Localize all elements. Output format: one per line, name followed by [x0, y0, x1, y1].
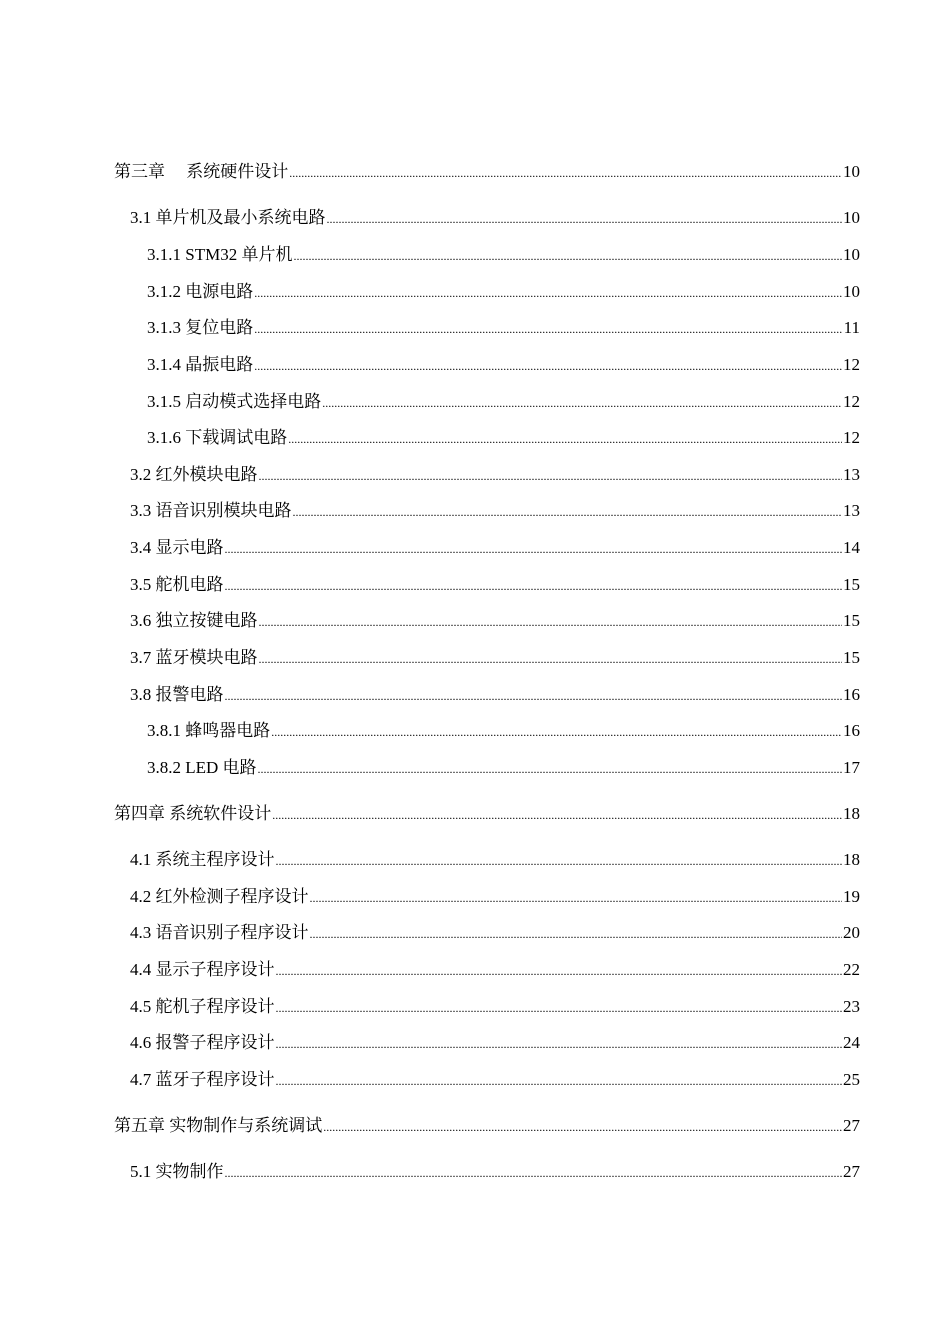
toc-dot-leader [225, 537, 843, 561]
toc-page-number: 19 [843, 887, 860, 906]
toc-page-number: 17 [843, 758, 860, 777]
toc-page-number: 27 [843, 1162, 860, 1181]
toc-entry[interactable] [114, 160, 860, 184]
toc-page-number: 12 [843, 428, 860, 447]
toc-entry[interactable] [130, 206, 860, 230]
toc-entry-title: 3.8.1 蜂鸣器电路 [147, 721, 271, 740]
toc-page-number: 12 [843, 355, 860, 374]
toc-entry[interactable] [147, 243, 860, 267]
toc-dot-leader [289, 161, 842, 185]
toc-entry[interactable] [147, 756, 860, 780]
toc-entry[interactable] [147, 426, 860, 450]
toc-entry-title: 3.2 红外模块电路 [130, 465, 258, 484]
toc-entry-title: 第五章 实物制作与系统调试 [114, 1116, 323, 1135]
toc-entry-title: 第三章 系统硬件设计 [114, 162, 289, 181]
toc-page-number: 10 [843, 245, 860, 264]
toc-dot-leader [310, 886, 843, 910]
toc-entry[interactable] [147, 390, 860, 414]
toc-page-number: 10 [843, 162, 860, 181]
toc-page-number: 14 [843, 538, 860, 557]
toc-entry[interactable] [130, 536, 860, 560]
toc-entry-title: 3.1.3 复位电路 [147, 318, 254, 337]
toc-dot-leader [258, 757, 842, 781]
toc-page-number: 23 [843, 997, 860, 1016]
toc-dot-leader [276, 959, 843, 983]
toc-dot-leader [225, 684, 843, 708]
toc-page-number: 16 [843, 721, 860, 740]
toc-page-number: 15 [843, 648, 860, 667]
toc-entry[interactable] [114, 1114, 860, 1138]
toc-page-number: 13 [843, 465, 860, 484]
toc-entry-title: 3.1.5 启动模式选择电路 [147, 392, 322, 411]
toc-entry[interactable] [130, 646, 860, 670]
toc-dot-leader [293, 244, 842, 268]
toc-entry-title: 3.6 独立按键电路 [130, 611, 258, 630]
toc-dot-leader [288, 427, 842, 451]
toc-page-number: 20 [843, 923, 860, 942]
toc-dot-leader [271, 720, 842, 744]
toc-entry[interactable] [130, 848, 860, 872]
toc-entry-title: 3.7 蓝牙模块电路 [130, 648, 258, 667]
toc-entry-title: 4.5 舵机子程序设计 [130, 997, 275, 1016]
toc-page-number: 25 [843, 1070, 860, 1089]
toc-dot-leader [254, 281, 842, 305]
toc-dot-leader [254, 354, 842, 378]
toc-dot-leader [327, 207, 843, 231]
toc-page-number: 10 [843, 208, 860, 227]
toc-page-number: 12 [843, 392, 860, 411]
toc-page-number: 10 [843, 282, 860, 301]
toc-page-number: 11 [843, 318, 860, 337]
toc-entry-title: 4.7 蓝牙子程序设计 [130, 1070, 275, 1089]
toc-entry-title: 4.1 系统主程序设计 [130, 850, 275, 869]
toc-entry-title: 4.4 显示子程序设计 [130, 960, 275, 979]
toc-dot-leader [276, 1032, 843, 1056]
toc-page-number: 18 [843, 850, 860, 869]
toc-page-number: 16 [843, 685, 860, 704]
toc-entry-title: 3.8 报警电路 [130, 685, 224, 704]
toc-dot-leader [259, 610, 843, 634]
toc-entry[interactable] [130, 885, 860, 909]
toc-dot-leader [276, 1069, 843, 1093]
toc-dot-leader [225, 1161, 843, 1185]
toc-entry[interactable] [147, 719, 860, 743]
toc-dot-leader [293, 500, 843, 524]
toc-dot-leader [259, 464, 843, 488]
toc-entry-title: 4.3 语音识别子程序设计 [130, 923, 309, 942]
toc-entry-title: 5.1 实物制作 [130, 1162, 224, 1181]
toc-entry[interactable] [147, 353, 860, 377]
toc-page-number: 15 [843, 611, 860, 630]
toc-entry[interactable] [130, 958, 860, 982]
toc-dot-leader [259, 647, 843, 671]
toc-entry-title: 4.6 报警子程序设计 [130, 1033, 275, 1052]
toc-entry[interactable] [114, 802, 860, 826]
toc-entry[interactable] [130, 1031, 860, 1055]
toc-entry[interactable] [147, 280, 860, 304]
toc-page-number: 24 [843, 1033, 860, 1052]
toc-entry-title: 3.8.2 LED 电路 [147, 758, 257, 777]
toc-entry-title: 3.5 舵机电路 [130, 575, 224, 594]
toc-entry[interactable] [130, 463, 860, 487]
toc-entry-title: 3.1.1 STM32 单片机 [147, 245, 293, 264]
toc-entry[interactable] [130, 573, 860, 597]
toc-page-number: 18 [843, 804, 860, 823]
toc-entry[interactable] [130, 921, 860, 945]
toc-entry-title: 第四章 系统软件设计 [114, 804, 272, 823]
toc-dot-leader [322, 391, 842, 415]
toc-entry[interactable] [130, 683, 860, 707]
toc-dot-leader [310, 922, 843, 946]
toc-entry-title: 3.1.4 晶振电路 [147, 355, 254, 374]
toc-entry[interactable] [130, 499, 860, 523]
toc-entry-title: 3.1.6 下载调试电路 [147, 428, 288, 447]
toc-page-number: 13 [843, 501, 860, 520]
toc-entry[interactable] [147, 316, 860, 340]
toc-entry-title: 3.4 显示电路 [130, 538, 224, 557]
toc-entry-title: 3.3 语音识别模块电路 [130, 501, 292, 520]
toc-entry[interactable] [130, 609, 860, 633]
toc-dot-leader [323, 1115, 842, 1139]
toc-entry[interactable] [130, 995, 860, 1019]
toc-dot-leader [272, 803, 842, 827]
toc-entry-title: 3.1 单片机及最小系统电路 [130, 208, 326, 227]
toc-page-number: 15 [843, 575, 860, 594]
toc-entry-title: 4.2 红外检测子程序设计 [130, 887, 309, 906]
toc-dot-leader [225, 574, 843, 598]
toc-page-number: 22 [843, 960, 860, 979]
toc-dot-leader [254, 317, 842, 341]
toc-dot-leader [276, 849, 843, 873]
toc-entry[interactable] [130, 1068, 860, 1092]
toc-entry[interactable] [130, 1160, 860, 1184]
toc-page-number: 27 [843, 1116, 860, 1135]
toc-entry-title: 3.1.2 电源电路 [147, 282, 254, 301]
toc-dot-leader [276, 996, 843, 1020]
